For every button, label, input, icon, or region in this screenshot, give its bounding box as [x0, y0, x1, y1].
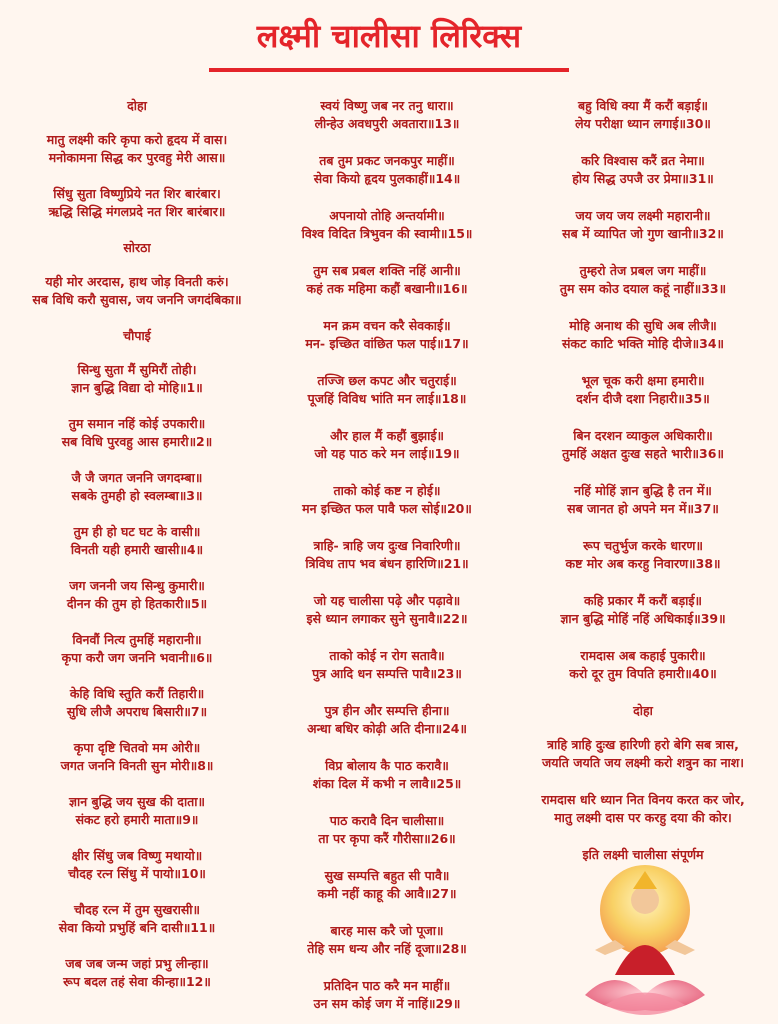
- chaupai-verse: [508, 207, 778, 243]
- chaupai-verse: [508, 427, 778, 463]
- verse-line: पुत्र हीन और सम्पत्ति हीना॥: [324, 703, 450, 718]
- verse-line: मातु लक्ष्मी दास पर करहु दया की कोर।: [554, 810, 732, 825]
- sortha-heading: सोरठा: [123, 240, 151, 255]
- chaupai-verse: [262, 812, 512, 848]
- chaupai-verse: [262, 427, 512, 463]
- verse-line: जय जय जय लक्ष्मी महारानी॥: [575, 208, 711, 223]
- chaupai-verse: [0, 577, 274, 613]
- verse-line: विप्र बोलाय कै पाठ करावै॥: [325, 758, 449, 773]
- chaupai-verse: [508, 372, 778, 408]
- verse-line: मन- इच्छित वांछित फल पाई॥17॥: [305, 336, 469, 351]
- chaupai-verse: [262, 482, 512, 518]
- verse-line: शंका दिल में कभी न लावै॥25॥: [312, 776, 462, 791]
- verse-line: त्रिविध ताप भव बंधन हारिणि॥21॥: [305, 556, 469, 571]
- chaupai-verse: [262, 372, 512, 408]
- verse-line: जब जब जन्म जहां प्रभु लीन्हा॥: [65, 956, 209, 971]
- chaupai-verse: [0, 469, 274, 505]
- chaupai-verse: [0, 631, 274, 667]
- verse-line: सेवा कियो प्रभुहिं बनि दासी॥11॥: [58, 920, 216, 935]
- chaupai-verse: [508, 317, 778, 353]
- verse-line: उन सम कोई जग में नाहिं॥29॥: [313, 996, 461, 1011]
- verse-line: नहिं मोहिं ज्ञान बुद्धि है तन में॥: [574, 483, 712, 498]
- chaupai-verse: [508, 482, 778, 518]
- chaupai-verse: [262, 152, 512, 188]
- verse-line: सब जानत हो अपने मन में॥37॥: [567, 501, 719, 516]
- column-1: [0, 97, 274, 1009]
- doha-verse: [508, 736, 778, 772]
- verse-line: यही मोर अरदास, हाथ जोड़ विनती करुं।: [45, 274, 229, 289]
- verse-line: अन्धा बधिर कोढ़ी अति दीना॥24॥: [307, 721, 467, 736]
- verse-line: लेय परीक्षा ध्यान लगाई॥30॥: [575, 116, 711, 131]
- verse-line: सब विधि करौ सुवास, जय जननि जगदंबिका॥: [32, 292, 242, 307]
- chaupai-verse: [262, 592, 512, 628]
- verse-line: रूप चतुर्भुज करके धारण॥: [583, 538, 703, 553]
- chaupai-verse: [0, 415, 274, 451]
- verse-line: ज्ञान बुद्धि विद्या दो मोहि॥1॥: [71, 380, 203, 395]
- doha-verse: [0, 131, 274, 167]
- chaupai-verse: [262, 317, 512, 353]
- verse-line: जयति जयति जय लक्ष्मी करो शत्रुन का नाश।: [541, 755, 745, 770]
- chaupai-verse: [262, 537, 512, 573]
- verse-line: रामदास धरि ध्यान नित विनय करत कर जोर,: [541, 792, 745, 807]
- verse-line: पुत्र आदि धन सम्पत्ति पावै॥23॥: [312, 666, 462, 681]
- verse-line: सब में व्यापित जो गुण खानी॥32॥: [562, 226, 724, 241]
- verse-line: तब तुम प्रकट जनकपुर माहीं॥: [319, 153, 455, 168]
- verse-line: पाठ करावै दिन चालीसा॥: [329, 813, 445, 828]
- column-2: [262, 97, 512, 1024]
- verse-line: जै जै जगत जननि जगदम्बा॥: [71, 470, 203, 485]
- chaupai-verse: [508, 592, 778, 628]
- ending-line: इति लक्ष्मी चालीसा संपूर्णम: [582, 847, 704, 862]
- lakshmi-image: [575, 855, 715, 1020]
- verse-line: ज्ञान बुद्धि जय सुख की दाता॥: [68, 794, 206, 809]
- verse-line: ऋद्धि सिद्धि मंगलप्रदे नत शिर बारंबार॥: [48, 204, 226, 219]
- chaupai-verse: [262, 262, 512, 298]
- verse-line: करि विश्वास करैं व्रत नेमा॥: [581, 153, 705, 168]
- verse-line: चौदह रत्न सिंधु में पायो॥10॥: [68, 866, 206, 881]
- verse-line: मातु लक्ष्मी करि कृपा करो हृदय में वास।: [46, 132, 228, 147]
- verse-line: अपनायो तोहि अन्तर्यामी॥: [329, 208, 445, 223]
- verse-line: सुधि लीजै अपराध बिसारी॥7॥: [66, 704, 208, 719]
- verse-line: मोहि अनाथ की सुधि अब लीजै॥: [569, 318, 717, 333]
- chaupai-verse: [262, 647, 512, 683]
- verse-line: सिन्धु सुता मैं सुमिरौं तोही।: [77, 362, 197, 377]
- doha-heading-end: दोहा: [633, 703, 653, 718]
- verse-line: रूप बदल तहं सेवा कीन्हा॥12॥: [63, 974, 211, 989]
- verse-line: तुम समान नहिं कोई उपकारी॥: [68, 416, 206, 431]
- verse-line: करो दूर तुम विपति हमारी॥40॥: [569, 666, 717, 681]
- verse-line: बहु विधि क्या मैं करौं बड़ाई॥: [578, 98, 708, 113]
- verse-line: स्वयं विष्णु जब नर तनु धारा॥: [320, 98, 454, 113]
- verse-line: सेवा कियो हृदय पुलकाहीं॥14॥: [313, 171, 461, 186]
- chaupai-verse: [262, 757, 512, 793]
- verse-line: ताको कोई न रोग सतावै॥: [329, 648, 445, 663]
- verse-line: बिन दरशन व्याकुल अधिकारी॥: [573, 428, 713, 443]
- verse-line: सुख सम्पत्ति बहुत सी पावै॥: [324, 868, 450, 883]
- verse-line: इसे ध्यान लगाकर सुने सुनावै॥22॥: [306, 611, 468, 626]
- chaupai-verse: [508, 537, 778, 573]
- verse-line: संकट हरो हमारी माता॥9॥: [75, 812, 199, 827]
- title-underline: [209, 68, 569, 72]
- chaupai-verse: [0, 847, 274, 883]
- verse-line: तुम सम कोउ दयाल कहूं नाहीं॥33॥: [559, 281, 727, 296]
- chaupai-verse: [262, 867, 512, 903]
- verse-line: जग जननी जय सिन्धु कुमारी॥: [69, 578, 205, 593]
- verse-line: लीन्हेउ अवधपुरी अवतारा॥13॥: [314, 116, 460, 131]
- chaupai-heading: चौपाई: [123, 328, 151, 343]
- verse-line: क्षीर सिंधु जब विष्णु मथायो॥: [71, 848, 203, 863]
- chaupai-verse: [508, 97, 778, 133]
- chaupai-verse: [0, 361, 274, 397]
- page-title: लक्ष्मी चालीसा लिरिक्स: [256, 17, 522, 55]
- verse-line: तज्जि छल कपट और चतुराई॥: [317, 373, 457, 388]
- verse-line: ता पर कृपा करैं गौरीसा॥26॥: [318, 831, 456, 846]
- verse-line: जो यह पाठ करे मन लाई॥19॥: [314, 446, 460, 461]
- verse-line: संकट काटि भक्ति मोहि दीजे॥34॥: [561, 336, 725, 351]
- chaupai-verse: [0, 955, 274, 991]
- verse-line: तुम सब प्रबल शक्ति नहिं आनी॥: [313, 263, 461, 278]
- verse-line: विनवौं नित्य तुमहिं महारानी॥: [72, 632, 202, 647]
- doha-verse: [0, 185, 274, 221]
- verse-line: रामदास अब कहाई पुकारी॥: [580, 648, 706, 663]
- verse-line: कृपा दृष्टि चितवो मम ओरी॥: [73, 740, 201, 755]
- verse-line: मन क्रम वचन करै सेवकाई॥: [323, 318, 451, 333]
- chaupai-verse: [262, 977, 512, 1013]
- verse-line: सिंधु सुता विष्णुप्रिये नत शिर बारंबार।: [53, 186, 221, 201]
- doha-verse: [508, 791, 778, 827]
- verse-line: कहि प्रकार मैं करौं बड़ाई॥: [583, 593, 703, 608]
- verse-line: कष्ट मोर अब करहु निवारण॥38॥: [565, 556, 721, 571]
- verse-line: कृपा करौ जग जननि भवानी॥6॥: [61, 650, 213, 665]
- verse-line: पूजहिं विविध भांति मन लाई॥18॥: [307, 391, 467, 406]
- chaupai-verse: [0, 901, 274, 937]
- verse-line: होय सिद्ध उपजै उर प्रेमा॥31॥: [572, 171, 714, 186]
- doha-heading: दोहा: [127, 98, 147, 113]
- chaupai-verse: [262, 922, 512, 958]
- sortha-verse: [0, 273, 274, 309]
- verse-line: मन इच्छित फल पावै फल सोई॥20॥: [302, 501, 472, 516]
- verse-line: बारह मास करै जो पूजा॥: [330, 923, 444, 938]
- verse-line: प्रतिदिन पाठ करै मन माहीं॥: [323, 978, 451, 993]
- chaupai-verse: [262, 702, 512, 738]
- column-3: [508, 97, 778, 864]
- verse-line: तुमहिं अक्षत दुःख सहते भारी॥36॥: [562, 446, 724, 461]
- chaupai-verse: [262, 207, 512, 243]
- verse-line: ज्ञान बुद्धि मोहिं नहिं अधिकाई॥39॥: [560, 611, 726, 626]
- chaupai-verse: [0, 685, 274, 721]
- verse-line: सब विधि पुरवहु आस हमारी॥2॥: [61, 434, 213, 449]
- verse-line: ताको कोई कष्ट न होई॥: [333, 483, 441, 498]
- chaupai-verse: [508, 152, 778, 188]
- verse-line: चौदह रत्न में तुम सुखरासी॥: [73, 902, 201, 917]
- chaupai-verse: [0, 793, 274, 829]
- verse-line: विनती यही हमारी खासी॥4॥: [70, 542, 204, 557]
- verse-line: त्राहि त्राहि दुःख हारिणी हरो बेगि सब त्रास,: [547, 737, 739, 752]
- verse-line: तेहि सम धन्य और नहिं दूजा॥28॥: [307, 941, 467, 956]
- chaupai-verse: [508, 262, 778, 298]
- verse-line: भूल चूक करी क्षमा हमारी॥: [581, 373, 705, 388]
- verse-line: तुम ही हो घट घट के वासी॥: [73, 524, 201, 539]
- verse-line: कहं तक महिमा कहौं बखानी॥16॥: [306, 281, 468, 296]
- verse-line: विश्व विदित त्रिभुवन की स्वामी॥15॥: [301, 226, 473, 241]
- chaupai-verse: [0, 523, 274, 559]
- verse-line: त्राहि- त्राहि जय दुःख निवारिणी॥: [313, 538, 461, 553]
- verse-line: जो यह चालीसा पढ़े और पढ़ावे॥: [313, 593, 461, 608]
- verse-line: और हाल मैं कहौं बुझाई॥: [329, 428, 445, 443]
- verse-line: कमी नहीं काहू की आवै॥27॥: [317, 886, 457, 901]
- verse-line: सबके तुमही हो स्वलम्बा॥3॥: [71, 488, 203, 503]
- verse-line: तुम्हरो तेज प्रबल जग माहीं॥: [579, 263, 707, 278]
- verse-line: दीनन की तुम हो हितकारी॥5॥: [66, 596, 208, 611]
- chaupai-verse: [0, 739, 274, 775]
- verse-line: केहि विधि स्तुति करौं तिहारी॥: [69, 686, 205, 701]
- chaupai-verse: [508, 647, 778, 683]
- verse-line: मनोकामना सिद्ध कर पुरवहु मेरी आस॥: [48, 150, 226, 165]
- chaupai-verse: [262, 97, 512, 133]
- verse-line: दर्शन दीजै दशा निहारी॥35॥: [576, 391, 710, 406]
- verse-line: जगत जननि विनती सुन मोरी॥8॥: [60, 758, 214, 773]
